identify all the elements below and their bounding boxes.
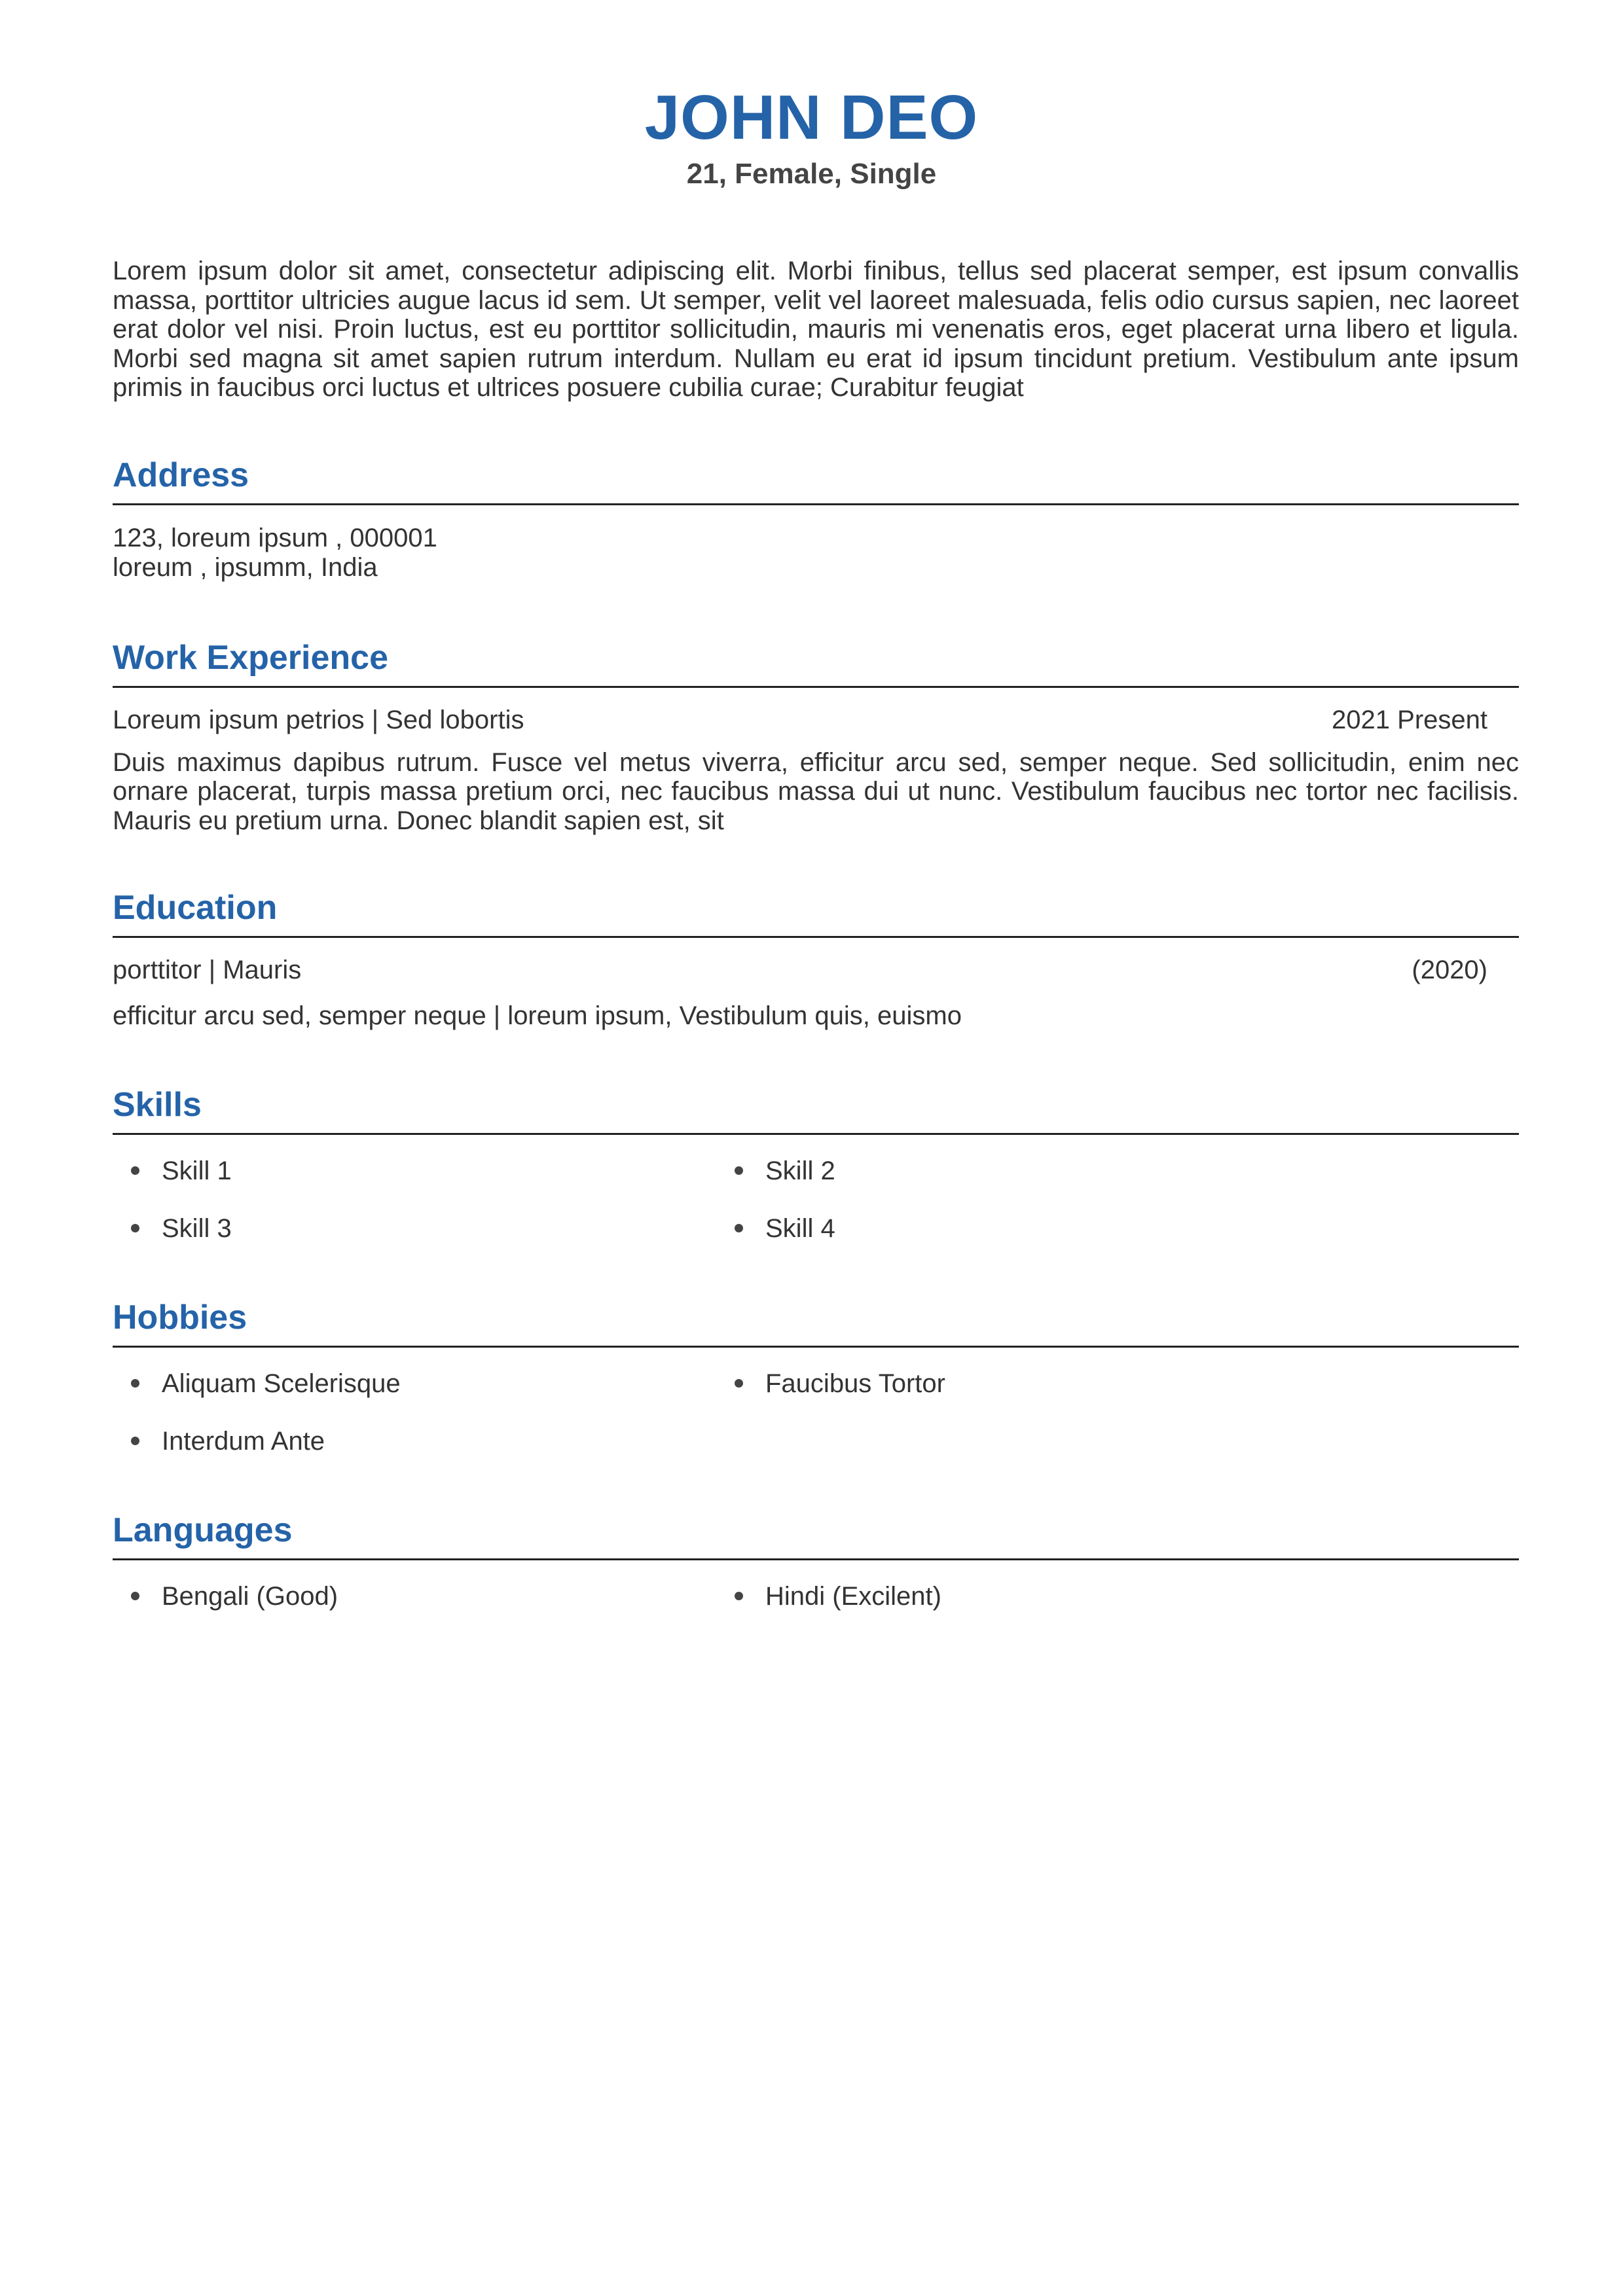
- education-degree: porttitor | Mauris: [113, 956, 302, 984]
- bullet-icon: [131, 1379, 139, 1388]
- work-heading: Work Experience: [113, 636, 1519, 688]
- work-role: Loreum ipsum petrios | Sed lobortis: [113, 705, 524, 734]
- bullet-icon: [735, 1166, 743, 1175]
- candidate-meta: 21, Female, Single: [686, 158, 937, 190]
- education-entry-header: [113, 954, 1519, 986]
- address-section: [113, 454, 1519, 583]
- education-details: efficitur arcu sed, semper neque | loreum ipsum, Vestibulum quis, euismo: [113, 1001, 962, 1030]
- education-section: [113, 886, 1519, 1032]
- address-block: [113, 524, 1519, 583]
- list-item: Hindi (Excilent): [716, 1580, 1320, 1613]
- bullet-icon: [735, 1592, 743, 1600]
- languages-section: [113, 1509, 1519, 1613]
- work-description: Duis maximus dapibus rutrum. Fusce vel metus viverra, efficitur arcu sed, semper neque. Sed sollicitudin, enim nec ornare placerat, turpis massa pretium orci, nec faucibus massa dui ut nunc. Vestibulum faucibus nec tortor nec facilisis. Mauris eu pretium urna. Donec blandit sapien est, sit: [113, 747, 1519, 835]
- resume-header: [0, 79, 1623, 194]
- skills-list: [113, 1155, 1519, 1245]
- address-heading: Address: [113, 454, 1519, 505]
- list-item: Skill 2: [716, 1155, 1320, 1187]
- bullet-icon: [735, 1379, 743, 1388]
- resume-content: [113, 257, 1519, 1613]
- list-item: Skill 4: [716, 1212, 1320, 1245]
- list-item: Faucibus Tortor: [716, 1367, 1320, 1400]
- list-item: Skill 3: [113, 1212, 716, 1245]
- work-entry-header: [113, 704, 1519, 736]
- list-item: Interdum Ante: [113, 1425, 716, 1458]
- list-item: Aliquam Scelerisque: [113, 1367, 716, 1400]
- bullet-icon: [131, 1166, 139, 1175]
- skills-section: [113, 1083, 1519, 1245]
- bullet-icon: [735, 1224, 743, 1232]
- candidate-name: JOHN DEO: [644, 82, 979, 152]
- bullet-icon: [131, 1224, 139, 1232]
- languages-list: [113, 1580, 1519, 1613]
- hobbies-section: [113, 1296, 1519, 1458]
- education-year: (2020): [1412, 956, 1487, 984]
- skills-heading: Skills: [113, 1083, 1519, 1135]
- bullet-icon: [131, 1437, 139, 1445]
- hobbies-heading: Hobbies: [113, 1296, 1519, 1348]
- list-item: Skill 1: [113, 1155, 716, 1187]
- languages-heading: Languages: [113, 1509, 1519, 1560]
- education-heading: Education: [113, 886, 1519, 938]
- list-item: Bengali (Good): [113, 1580, 716, 1613]
- work-section: [113, 636, 1519, 836]
- hobbies-list: [113, 1367, 1519, 1458]
- bullet-icon: [131, 1592, 139, 1600]
- summary-paragraph: Lorem ipsum dolor sit amet, consectetur adipiscing elit. Morbi finibus, tellus sed placerat semper, est ipsum convallis massa, porttitor ultricies augue lacus id sem. Ut semper, velit vel laoreet malesuada, felis odio cursus sapien, nec laoreet erat dolor vel nisi. Proin luctus, est eu porttitor sollicitudin, mauris mi venenatis eros, eget placerat urna libero et ligula. Morbi sed magna sit amet sapien rutrum interdum. Nullam eu erat id ipsum tincidunt pretium. Vestibulum ante ipsum primis in faucibus orci luctus et ultrices posuere cubilia curae; Curabitur feugiat: [113, 257, 1519, 402]
- work-period: 2021 Present: [1332, 705, 1487, 734]
- address-line-1: 123, loreum ipsum , 000001: [113, 523, 437, 552]
- address-line-2: loreum , ipsumm, India: [113, 552, 378, 582]
